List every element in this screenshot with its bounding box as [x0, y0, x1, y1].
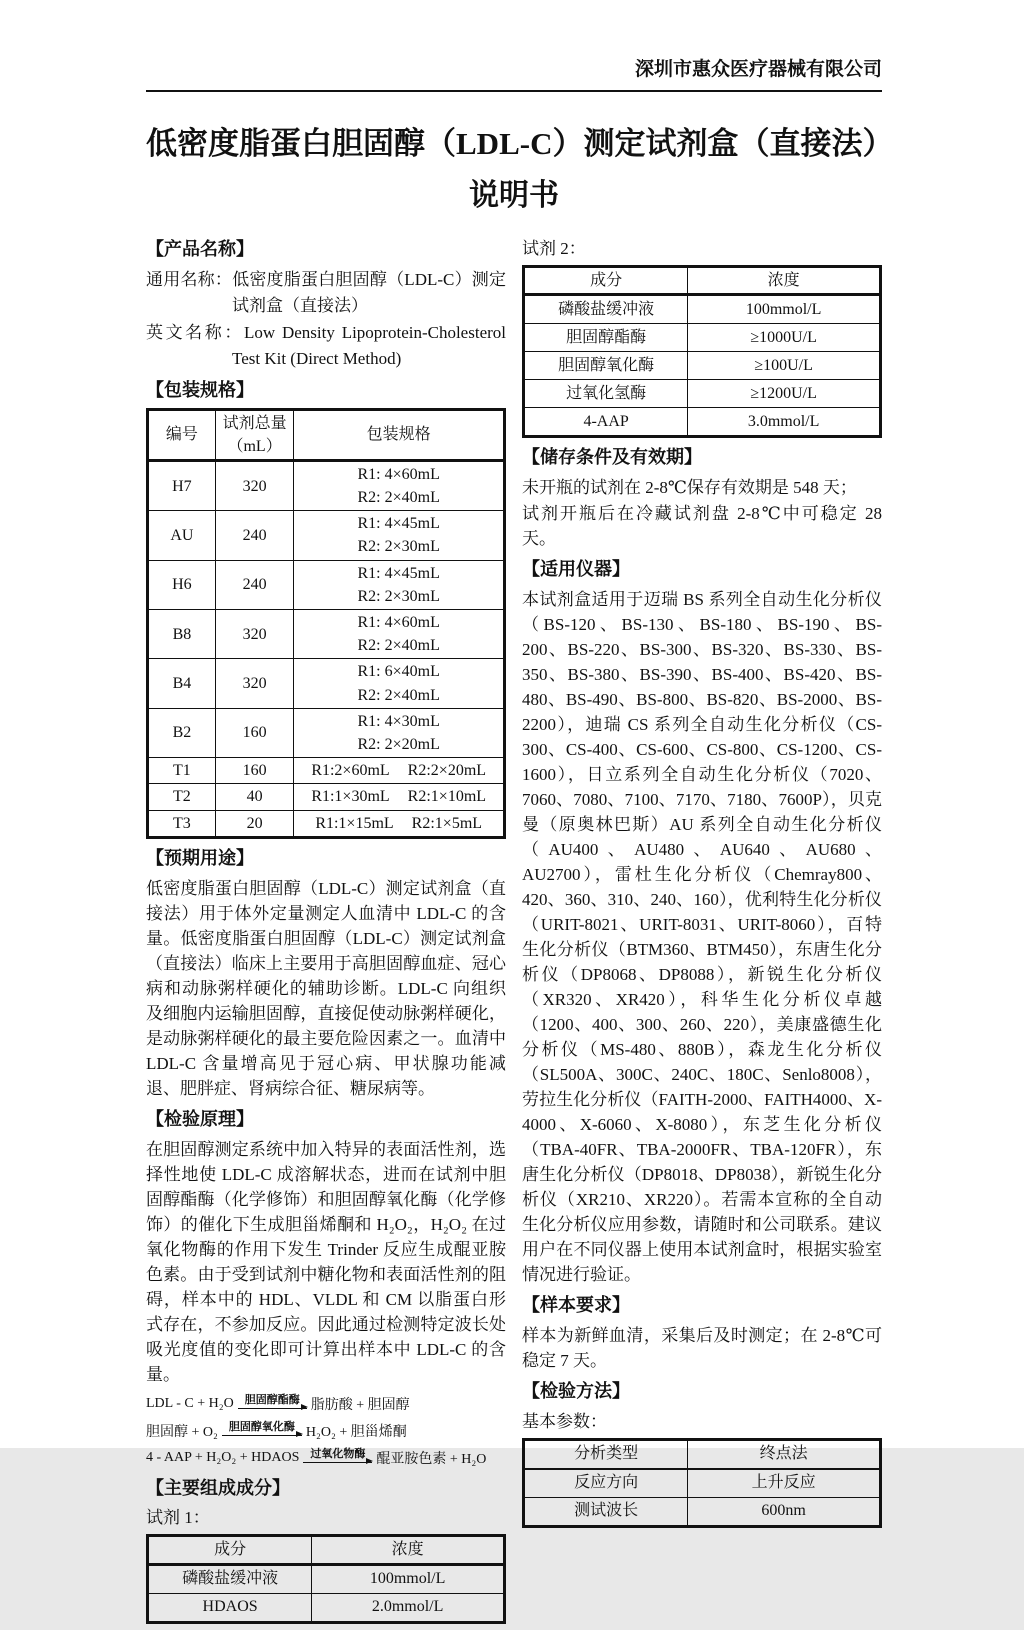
spec-r1: R1: 4×45mL: [357, 515, 440, 533]
cell-concentration: 100mmol/L: [688, 294, 881, 323]
cell-spec: [294, 758, 505, 784]
spec-r2: R2: 2×20mL: [357, 735, 440, 753]
cell-spec: [294, 708, 505, 757]
cell-total: 240: [215, 511, 294, 560]
spec-r2: R2: 2×30mL: [357, 538, 440, 556]
spec-r2: R2:1×5mL: [411, 814, 483, 832]
cell-component: 过氧化氢酶: [524, 379, 688, 407]
table-row: [148, 758, 505, 784]
generic-name-value: 低密度脂蛋白胆固醇（LDL-C）测定试剂盒（直接法）: [232, 269, 507, 315]
principle-text: 在胆固醇测定系统中加入特异的表面活性剂，选择性地使 LDL-C 成溶解状态，进而在试剂中胆固醇酯酶（化学修饰）和胆固醇氧化酶（化学修饰）的催化下生成胆甾烯酮和 H₂O₂，H₂O₂ 在过氧化物酶的作用下发生 Trinder 反应生成醌亚胺色素。由于受到试剂中糖化物和表面活性剂的阻碍，样本中的 HDL、VLDL 和 CM 以脂蛋白形式存在，不参加反应。因此通过检测特定波长处吸光度值的变化即可计算出样本中 LDL-C 的含量。: [146, 1139, 506, 1384]
spec-r1: R1: 6×40mL: [357, 663, 440, 681]
equation-products: 醌亚胺色素 + H₂O: [376, 1451, 487, 1467]
cell-param-value: 上升反应: [688, 1469, 881, 1498]
table-row: [148, 708, 505, 757]
cell-code: B8: [148, 610, 216, 659]
section-heading-product-name: 【产品名称】: [146, 238, 254, 259]
spec-r2: R2:1×10mL: [407, 788, 487, 806]
cell-code: B2: [148, 708, 216, 757]
reagent1-table: [146, 1534, 506, 1623]
col-header-concentration: 浓度: [312, 1536, 505, 1564]
table-row: [148, 810, 505, 837]
cell-code: H6: [148, 560, 216, 609]
cell-component: 胆固醇酯酶: [524, 323, 688, 351]
enzyme-label: 过氧化物酶: [310, 1448, 366, 1461]
cell-param-name: 反应方向: [524, 1469, 688, 1498]
left-column: [146, 231, 506, 1630]
section-intended-use: [146, 845, 506, 1101]
section-heading-principle: 【检验原理】: [146, 1108, 254, 1129]
generic-name-line: [146, 267, 506, 319]
cell-code: T2: [148, 784, 216, 810]
equation-reactants: 4 - AAP + H₂O₂ + HDAOS: [146, 1449, 300, 1465]
spec-r1: R1:2×60mL: [311, 762, 390, 780]
table-row: [148, 511, 505, 560]
spec-r1: R1:1×30mL: [311, 788, 390, 806]
storage-line-1: 未开瓶的试剂在 2-8℃保存有效期是 548 天；: [522, 477, 857, 497]
cell-total: 320: [215, 610, 294, 659]
header-rule: [146, 90, 882, 92]
instruments-text: 本试剂盒适用于迈瑞 BS 系列全自动生化分析仪（BS-120、BS-130、BS-180、BS-190、BS-200、BS-220、BS-300、BS-320、BS-330、BS-350、BS-380、BS-390、BS-400、BS-420、BS-480、BS-490、BS-800、BS-820、BS-2000、BS-2200），迪瑞 CS 系列全自动生化分析仪（CS-300、CS-400、CS-600、CS-800、CS-1200、CS-1600），日立系列全自动生化分析仪（7020、7060、7080、7100、7170、7180、7600P），贝克曼（原奥林巴斯）AU 系列全自动生化分析仪（AU400、AU480、AU640、AU680、AU2700），雷杜生化分析仪（Chemray800、420、360、310、240、160），优利特生化分析仪（URIT-8021、URIT-8031、URIT-8060），百特生化分析仪（BTM360、BTM450），东唐生化分析仪（DP8068、DP8088），新锐生化分析仪（XR320、XR420），科华生化分析仪卓越（1200、400、300、260、220），美康盛德生化分析仪（MS-480、880B），森龙生化分析仪（SL500A、300C、240C、180C、Senlo8008），劳拉生化分析仪（FAITH-2000、FAITH4000、X-4000、X-6060、X-8080），东芝生化分析仪（TBA-40FR、TBA-2000FR、TBA-120FR），东唐生化分析仪（DP8018、DP8038），新锐生化分析仪（XR210、XR220）。若需本宣称的全自动生化分析仪应用参数，请随时和公司联系。建议用户在不同仪器上使用本试剂盒时，根据实验室情况进行验证。: [522, 589, 882, 1284]
generic-name-label: 通用名称：: [146, 269, 233, 289]
cell-total: 240: [215, 560, 294, 609]
cell-spec: [294, 460, 505, 510]
col-header-spec: 包装规格: [294, 409, 505, 460]
intended-use-text: 低密度脂蛋白胆固醇（LDL-C）测定试剂盒（直接法）用于体外定量测定人血清中 LDL-C 的含量。低密度脂蛋白胆固醇（LDL-C）测定试剂盒（直接法）临床上主要用于高胆固醇血症、冠心病和动脉粥样硬化的辅助诊断。LDL-C 向组织及细胞内运输胆固醇，直接促使动脉粥样硬化，是动脉粥样硬化的最主要危险因素之一。血清中 LDL-C 含量增高见于冠心病、甲状腺功能减退、肥胖症、肾病综合征、糖尿病等。: [146, 878, 506, 1098]
page-subtitle: 说明书: [469, 178, 559, 212]
table-row: [524, 323, 881, 351]
table-row: [524, 1497, 881, 1526]
spec-r1: R1: 4×45mL: [357, 564, 440, 582]
cell-spec: [294, 784, 505, 810]
reagent1-label: 试剂 1：: [146, 1508, 210, 1528]
english-name-label: 英文名称：: [146, 322, 244, 342]
table-header-row: [524, 266, 881, 294]
table-row: [524, 379, 881, 407]
section-heading-packaging: 【包装规格】: [146, 379, 254, 400]
cell-param-name: 分析类型: [524, 1439, 688, 1469]
spec-r1: R1: 4×30mL: [357, 712, 440, 730]
storage-line-2: 试剂开瓶后在冷藏试剂盘 2-8℃中可稳定 28 天。: [522, 503, 882, 548]
section-product-name: [146, 236, 506, 372]
spec-r1: R1:1×15mL: [315, 814, 394, 832]
cell-component: 胆固醇氧化酶: [524, 351, 688, 379]
cell-concentration: ≥1000U/L: [688, 323, 881, 351]
page-content: [146, 58, 894, 1630]
section-packaging: [146, 377, 506, 839]
table-row: [148, 560, 505, 609]
col-header-component: 成分: [148, 1536, 312, 1564]
cell-spec: [294, 560, 505, 609]
table-row: [524, 1439, 881, 1469]
reaction-equation-3: [146, 1448, 506, 1468]
reaction-arrow-icon: [238, 1394, 307, 1413]
section-heading-composition: 【主要组成成分】: [146, 1477, 290, 1498]
cell-spec: [294, 659, 505, 708]
section-composition: [146, 1475, 506, 1624]
section-storage: [522, 444, 882, 551]
section-instruments: [522, 556, 882, 1287]
enzyme-label: 胆固醇氧化酶: [228, 1421, 295, 1434]
cell-concentration: 100mmol/L: [312, 1564, 505, 1593]
spec-r2: R2: 2×30mL: [357, 587, 440, 605]
table-row: [524, 1469, 881, 1498]
arrow-shaft: [303, 1462, 372, 1467]
table-row: [148, 610, 505, 659]
section-heading-instruments: 【适用仪器】: [522, 558, 630, 579]
col-header-component: 成分: [524, 266, 688, 294]
english-name-line: [146, 320, 506, 372]
cell-code: T3: [148, 810, 216, 837]
equation-reactants: LDL - C + H₂O: [146, 1395, 234, 1411]
table-row: [524, 351, 881, 379]
section-sample: [522, 1292, 882, 1373]
enzyme-label: 胆固醇酯酶: [244, 1394, 300, 1407]
cell-param-name: 测试波长: [524, 1497, 688, 1526]
cell-param-value: 600nm: [688, 1497, 881, 1526]
cell-total: 20: [215, 810, 294, 837]
section-heading-sample: 【样本要求】: [522, 1294, 630, 1315]
col-header-concentration: 浓度: [688, 266, 881, 294]
two-column-layout: [146, 231, 882, 1630]
spec-r2: R2: 2×40mL: [357, 686, 440, 704]
cell-total: 40: [215, 784, 294, 810]
table-header-row: [148, 409, 505, 460]
reagent2-label: 试剂 2：: [522, 238, 586, 258]
cell-concentration: 2.0mmol/L: [312, 1593, 505, 1622]
spec-r2: R2: 2×40mL: [357, 489, 440, 507]
section-method: [522, 1378, 882, 1528]
cell-total: 320: [215, 460, 294, 510]
equation-products: 脂肪酸 + 胆固醇: [310, 1397, 410, 1413]
basic-params-label: 基本参数：: [522, 1411, 607, 1431]
cell-component: 磷酸盐缓冲液: [148, 1564, 312, 1593]
table-row: [148, 1564, 505, 1593]
table-header-row: [148, 1536, 505, 1564]
cell-param-value: 终点法: [688, 1439, 881, 1469]
table-row: [524, 407, 881, 436]
basic-params-table: [522, 1438, 882, 1528]
section-heading-method: 【检验方法】: [522, 1380, 630, 1401]
spec-r2: R2: 2×40mL: [357, 637, 440, 655]
cell-code: B4: [148, 659, 216, 708]
reaction-equation-1: [146, 1394, 506, 1414]
spec-r1: R1: 4×60mL: [357, 614, 440, 632]
cell-code: H7: [148, 460, 216, 510]
reaction-arrow-icon: [303, 1448, 372, 1467]
col-header-total: 试剂总量（mL）: [215, 409, 294, 460]
equation-reactants: 胆固醇 + O₂: [146, 1424, 218, 1440]
spec-r2: R2:2×20mL: [407, 762, 487, 780]
cell-code: AU: [148, 511, 216, 560]
reaction-equation-2: [146, 1421, 506, 1441]
table-row: [148, 784, 505, 810]
cell-spec: [294, 610, 505, 659]
table-row: [524, 294, 881, 323]
arrow-shaft: [238, 1408, 307, 1413]
company-name: 深圳市惠众医疗器械有限公司: [634, 59, 882, 80]
table-row: [148, 1593, 505, 1622]
packaging-table: [146, 408, 506, 839]
sample-text: 样本为新鲜血清，采集后及时测定；在 2-8℃可稳定 7 天。: [522, 1325, 882, 1370]
section-heading-intended-use: 【预期用途】: [146, 847, 254, 868]
cell-total: 320: [215, 659, 294, 708]
english-name-value: Low Density Lipoprotein-Cholesterol Test Kit (Direct Method): [232, 322, 506, 368]
table-row: [148, 460, 505, 510]
cell-component: 4-AAP: [524, 407, 688, 436]
col-header-code: 编号: [148, 409, 216, 460]
reagent2-table: [522, 265, 882, 438]
cell-code: T1: [148, 758, 216, 784]
section-reagent2: [522, 236, 882, 438]
cell-concentration: 3.0mmol/L: [688, 407, 881, 436]
reaction-arrow-icon: [222, 1421, 302, 1440]
cell-spec: [294, 511, 505, 560]
spec-r1: R1: 4×60mL: [357, 465, 440, 483]
section-principle: [146, 1106, 506, 1468]
cell-component: 磷酸盐缓冲液: [524, 294, 688, 323]
page-title: 低密度脂蛋白胆固醇（LDL-C）测定试剂盒（直接法）: [146, 126, 894, 161]
cell-total: 160: [215, 708, 294, 757]
section-heading-storage: 【储存条件及有效期】: [522, 446, 702, 467]
table-row: [148, 659, 505, 708]
cell-total: 160: [215, 758, 294, 784]
equation-products: H₂O₂ + 胆甾烯酮: [305, 1424, 407, 1440]
right-column: [522, 231, 882, 1630]
cell-concentration: ≥100U/L: [688, 351, 881, 379]
cell-spec: [294, 810, 505, 837]
arrow-shaft: [222, 1435, 302, 1440]
cell-concentration: ≥1200U/L: [688, 379, 881, 407]
cell-component: HDAOS: [148, 1593, 312, 1622]
